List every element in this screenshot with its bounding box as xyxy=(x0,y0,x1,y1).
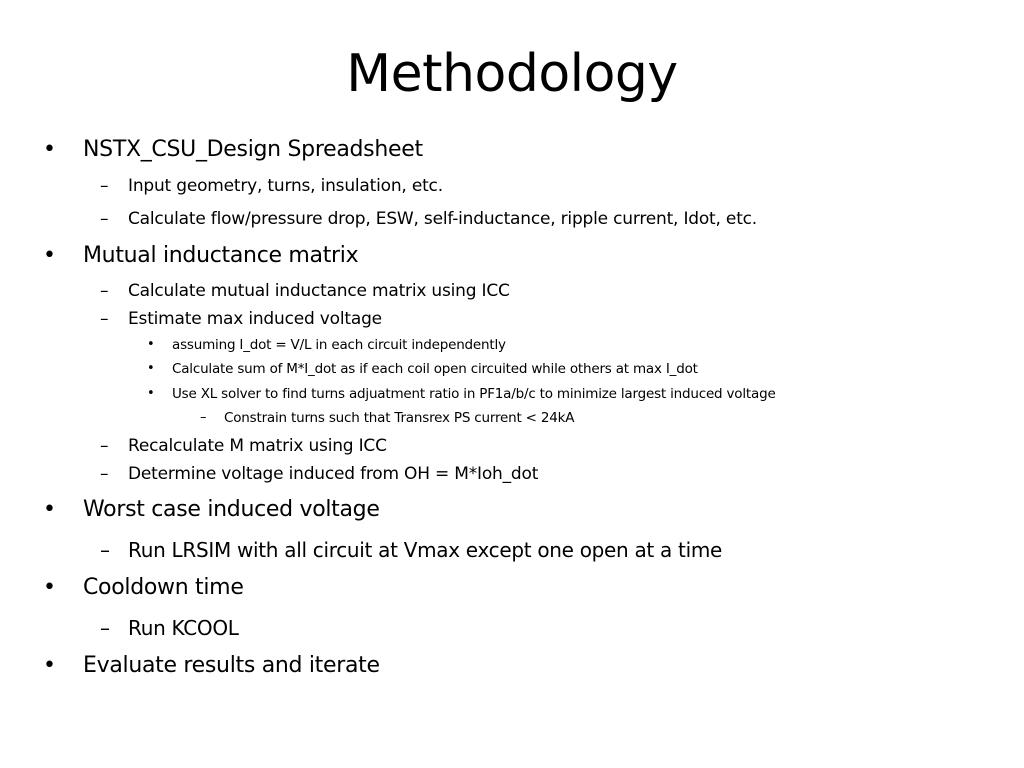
item-text: Constrain turns such that Transrex PS current < 24kA xyxy=(224,410,575,426)
item-text: Use XL solver to find turns adjuatment ratio in PF1a/b/c to minimize largest induced voltage xyxy=(172,386,776,402)
item-text: assuming I_dot = V/L in each circuit independently xyxy=(172,337,506,353)
item-text: Determine voltage induced from OH = M*Ioh_dot xyxy=(128,464,539,484)
item-text: Recalculate M matrix using ICC xyxy=(128,436,387,456)
dash-icon: – xyxy=(100,436,109,456)
dash-icon: – xyxy=(100,281,109,301)
dash-icon: – xyxy=(100,464,109,484)
bullet-icon: • xyxy=(43,653,56,678)
item-text: Estimate max induced voltage xyxy=(128,309,382,329)
bullet-icon: • xyxy=(147,386,155,401)
item-text: Evaluate results and iterate xyxy=(83,653,380,678)
item-text: Cooldown time xyxy=(83,575,244,600)
bullet-icon: • xyxy=(43,497,56,522)
bullet-icon: • xyxy=(43,137,56,162)
dash-icon: – xyxy=(100,616,110,640)
item-text: NSTX_CSU_Design Spreadsheet xyxy=(83,137,423,162)
bullet-icon: • xyxy=(147,337,155,352)
item-text: Run KCOOL xyxy=(128,616,239,640)
item-text: Worst case induced voltage xyxy=(83,497,380,522)
bullet-icon: • xyxy=(147,361,155,376)
item-text: Calculate flow/pressure drop, ESW, self-inductance, ripple current, Idot, etc. xyxy=(128,209,758,229)
dash-icon: – xyxy=(100,309,109,329)
dash-icon: – xyxy=(200,410,207,425)
item-text: Run LRSIM with all circuit at Vmax except one open at a time xyxy=(128,538,723,562)
item-text: Calculate sum of M*I_dot as if each coil open circuited while others at max I_dot xyxy=(172,361,698,377)
bullet-icon: • xyxy=(43,243,56,268)
dash-icon: – xyxy=(100,176,109,196)
dash-icon: – xyxy=(100,209,109,229)
dash-icon: – xyxy=(100,538,110,562)
item-text: Input geometry, turns, insulation, etc. xyxy=(128,176,443,196)
item-text: Mutual inductance matrix xyxy=(83,243,359,268)
slide-title: Methodology xyxy=(346,44,678,104)
bullet-icon: • xyxy=(43,575,56,600)
item-text: Calculate mutual inductance matrix using ICC xyxy=(128,281,510,301)
